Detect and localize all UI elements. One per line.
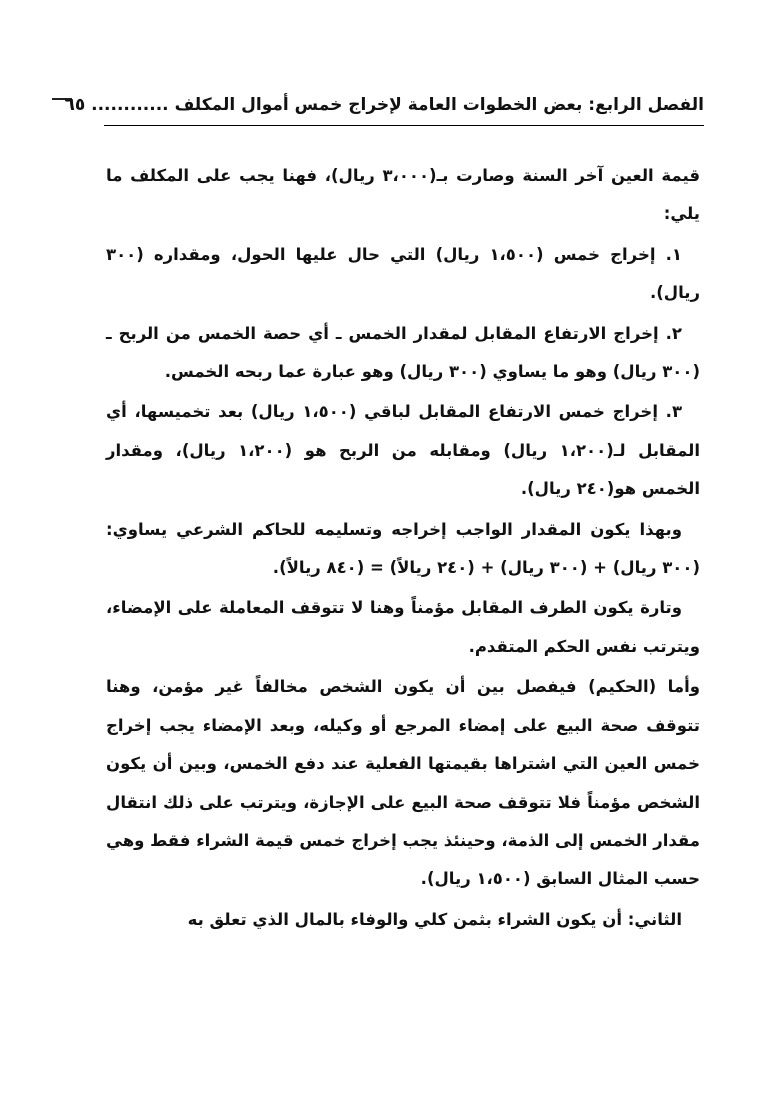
paragraph-continuation: قيمة العين آخر السنة وصارت بـ(٣،٠٠٠ ريال)، فهنا يجب على المكلف ما يلي: — [106, 166, 701, 224]
page-number: ٦٥ — [64, 95, 86, 115]
list-item-1: ١. إخراج خمس (١،٥٠٠ ريال) التي حال عليها الحول، ومقداره (٣٠٠ ريال). — [106, 244, 700, 303]
list-item-3: ٣. إخراج خمس الارتفاع المقابل لباقي (١،٥٠٠ ريال) بعد تخميسها، أي المقابل لـ(١،٢٠٠ ريال) ومقابله من الربح هو (١،٢٠٠ ريال)، ومقدار الخمس هو(٢٤٠ ريال). — [106, 402, 700, 499]
paragraph-total: وبهذا يكون المقدار الواجب إخراجه وتسليمه للحاكم الشرعي يساوي: (٣٠٠ ريال) + (٣٠٠ ريال) + (٢٤٠ ريالاً) = (٨٤٠ ريالاً). — [106, 519, 700, 578]
paragraph-second: الثاني: أن يكون الشراء بثمن كلي والوفاء بالمال الذي تعلق به — [187, 909, 682, 929]
header-dots: ............ — [91, 95, 169, 115]
paragraph-hakim: وأما (الحكيم) فيفصل بين أن يكون الشخص مخالفاً غير مؤمن، وهنا تتوقف صحة البيع على إمضاء المرجع أو وكيله، وبعد الإمضاء يجب إخراج خمس العين التي اشتراها بقيمتها الفعلية عند دفع الخمس، وبين أن يكون الشخص مؤمناً فلا تتوقف صحة البيع على الإجازة، ويترتب على ذلك انتقال مقدار الخمس إلى الذمة، وحينئذ يجب إخراج خمس قيمة الشراء فقط وهي حسب المثال السابق (١،٥٠٠ ريال). — [106, 677, 700, 889]
paragraph-believer: وتارة يكون الطرف المقابل مؤمناً وهنا لا تتوقف المعاملة على الإمضاء، ويترتب نفس الحكم المتقدم. — [106, 598, 700, 656]
page-body — [106, 157, 700, 939]
chapter-title: الفصل الرابع: بعض الخطوات العامة لإخراج خمس أموال المكلف — [174, 95, 704, 115]
running-header — [64, 92, 704, 118]
list-item-2: ٢. إخراج الارتفاع المقابل لمقدار الخمس ـ أي حصة الخمس من الربح ـ (٣٠٠ ريال) وهو ما يساوي (٣٠٠ ريال) وهو عبارة عما ربحه الخمس. — [106, 323, 700, 382]
header-rule — [104, 125, 704, 126]
